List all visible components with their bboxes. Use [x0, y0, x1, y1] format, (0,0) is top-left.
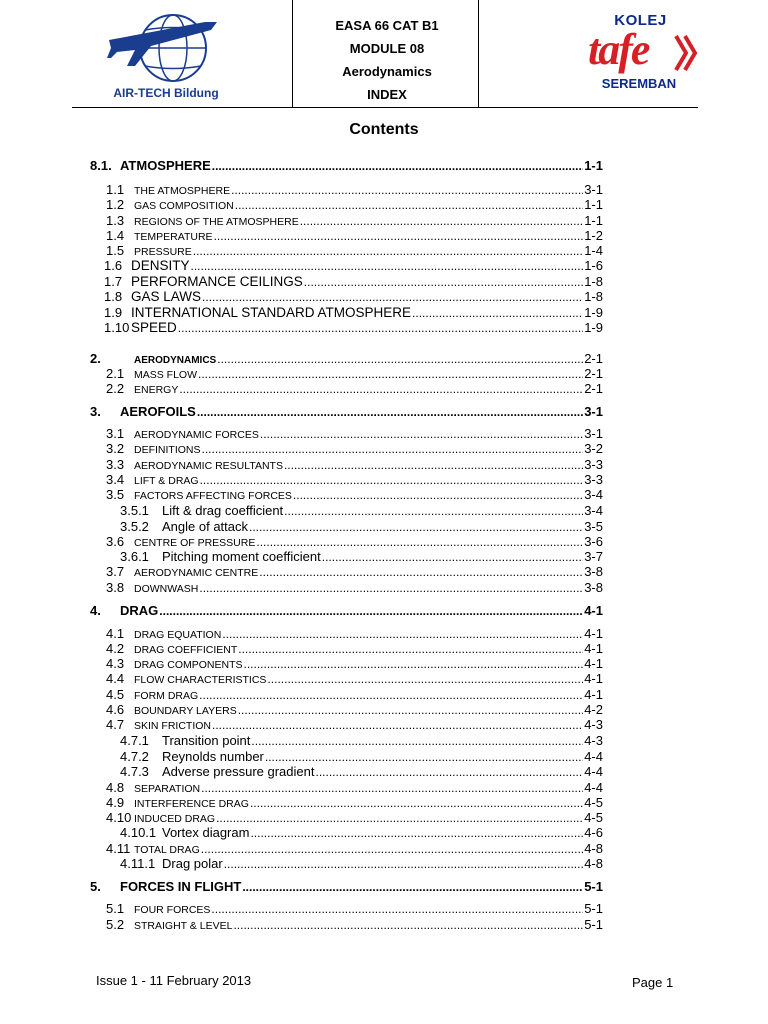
toc-leader-dots	[222, 627, 583, 641]
toc-entry-number: 3.6.1	[120, 549, 149, 564]
toc-entry-page: 3-6	[584, 534, 603, 549]
toc-entry[interactable]	[90, 580, 603, 595]
toc-entry-label: DRAG COMPONENTS	[134, 659, 243, 671]
toc-entry-page: 1-4	[584, 243, 603, 258]
toc-entry-page: 3-3	[584, 457, 603, 472]
toc-entry-page: 1-1	[584, 158, 603, 173]
toc-leader-dots	[238, 642, 583, 656]
toc-entry-number: 4.10.1	[120, 825, 157, 840]
toc-entry-label: SEPARATION	[134, 783, 201, 795]
toc-entry-label: SPEED	[131, 320, 177, 335]
toc-entry[interactable]	[90, 381, 603, 396]
toc-entry-number: 1.1	[106, 182, 125, 197]
toc-leader-dots	[250, 826, 583, 840]
toc-entry-label: Reynolds number	[162, 749, 264, 764]
page-title: Contents	[349, 121, 419, 138]
toc-entry-page: 4-8	[584, 841, 603, 856]
toc-leader-dots	[201, 781, 583, 795]
toc-entry-label: Drag polar	[162, 856, 223, 871]
toc-entry[interactable]	[90, 641, 603, 656]
toc-entry-label: ENERGY	[134, 384, 179, 396]
toc-entry-number: 4.8	[106, 780, 125, 795]
toc-entry[interactable]	[90, 534, 603, 549]
toc-entry-number: 4.1	[106, 626, 125, 641]
toc-entry[interactable]	[90, 917, 603, 932]
toc-entry-number: 5.	[90, 879, 101, 894]
toc-entry[interactable]	[90, 764, 603, 779]
toc-entry-number: 1.5	[106, 243, 125, 258]
toc-leader-dots	[315, 765, 583, 779]
toc-entry-page: 3-1	[584, 426, 603, 441]
toc-entry-number: 3.7	[106, 564, 125, 579]
kolej-text: KOLEJ	[614, 12, 667, 29]
toc-entry-page: 3-5	[584, 519, 603, 534]
toc-entry[interactable]	[90, 426, 603, 441]
toc-entry-number: 4.	[90, 603, 101, 618]
toc-leader-dots	[238, 703, 584, 717]
toc-entry-label: FACTORS AFFECTING FORCES	[134, 490, 292, 502]
toc-leader-dots	[178, 321, 583, 335]
module-subject: Aerodynamics	[342, 64, 432, 79]
toc-leader-dots	[265, 750, 583, 764]
toc-entry-label: DENSITY	[131, 258, 190, 273]
tafe-logo: tafe	[588, 25, 649, 74]
toc-entry[interactable]	[90, 289, 603, 304]
toc-entry-number: 4.7.2	[120, 749, 149, 764]
toc-leader-dots	[249, 520, 583, 534]
toc-entry-page: 4-1	[584, 687, 603, 702]
toc-entry-label: MASS FLOW	[134, 369, 198, 381]
toc-entry-page: 2-1	[584, 381, 603, 396]
toc-entry-page: 3-2	[584, 441, 603, 456]
toc-entry-page: 1-9	[584, 320, 603, 335]
toc-entry-label: DEFINITIONS	[134, 444, 201, 456]
toc-entry-page: 5-1	[584, 917, 603, 932]
toc-entry[interactable]	[90, 626, 603, 641]
toc-entry-number: 1.2	[106, 197, 125, 212]
toc-entry-page: 1-2	[584, 228, 603, 243]
toc-leader-dots	[202, 442, 584, 456]
toc-entry[interactable]	[90, 603, 603, 618]
toc-leader-dots	[200, 473, 584, 487]
toc-entry-number: 5.1	[106, 901, 125, 916]
toc-entry[interactable]	[90, 274, 603, 289]
toc-entry-label: AEROFOILS	[120, 404, 196, 419]
toc-entry-label: Lift & drag coefficient	[162, 503, 284, 518]
toc-entry-number: 4.5	[106, 687, 125, 702]
toc-entry-label: Adverse pressure gradient	[162, 764, 315, 779]
toc-entry[interactable]	[90, 366, 603, 381]
toc-entry-page: 5-1	[584, 901, 603, 916]
toc-entry-page: 2-1	[584, 351, 603, 366]
toc-entry[interactable]	[90, 197, 603, 212]
toc-leader-dots	[259, 565, 583, 579]
toc-entry-label: LIFT & DRAG	[134, 475, 199, 487]
course-code: EASA 66 CAT B1	[335, 18, 439, 33]
toc-entry-page: 4-4	[584, 764, 603, 779]
toc-entry-page: 4-4	[584, 749, 603, 764]
tafe-stripes-icon	[674, 34, 700, 72]
toc-entry-page: 4-8	[584, 856, 603, 871]
toc-entry-number: 3.1	[106, 426, 125, 441]
toc-entry-label: AERODYNAMIC RESULTANTS	[134, 460, 283, 472]
toc-entry[interactable]	[90, 733, 603, 748]
toc-entry-page: 4-4	[584, 780, 603, 795]
toc-entry-number: 4.10	[106, 810, 132, 825]
toc-leader-dots	[250, 796, 583, 810]
toc-entry[interactable]	[90, 749, 603, 764]
toc-entry[interactable]	[90, 503, 603, 518]
toc-entry-number: 1.10	[104, 320, 130, 335]
seremban-text: SEREMBAN	[601, 76, 677, 91]
toc-entry-page: 1-1	[584, 197, 603, 212]
toc-leader-dots	[211, 902, 583, 916]
toc-entry-label: REGIONS OF THE ATMOSPHERE	[134, 216, 299, 228]
toc-leader-dots	[284, 504, 583, 518]
toc-entry[interactable]	[90, 825, 603, 840]
toc-entry-label: FORM DRAG	[134, 690, 199, 702]
toc-entry-number: 1.7	[104, 274, 123, 289]
toc-entry[interactable]	[90, 810, 603, 825]
toc-entry-label: BOUNDARY LAYERS	[134, 705, 237, 717]
toc-entry-number: 3.4	[106, 472, 125, 487]
toc-entry-number: 1.3	[106, 213, 125, 228]
toc-entry-number: 4.11	[106, 841, 131, 856]
toc-entry-label: Pitching moment coefficient	[162, 549, 321, 564]
toc-leader-dots	[198, 367, 583, 381]
toc-leader-dots	[214, 229, 584, 243]
module-number: MODULE 08	[349, 41, 425, 56]
toc-entry-label: GAS LAWS	[131, 289, 202, 304]
toc-entry-label: DOWNWASH	[134, 583, 199, 595]
toc-entry[interactable]	[90, 656, 603, 671]
toc-entry[interactable]	[90, 780, 603, 795]
toc-entry-label: CENTRE OF PRESSURE	[134, 537, 256, 549]
toc-leader-dots	[212, 718, 583, 732]
toc-leader-dots	[201, 842, 583, 856]
toc-entry-label: ATMOSPHERE	[120, 158, 211, 173]
toc-entry[interactable]	[90, 795, 603, 810]
toc-entry-page: 4-5	[584, 795, 603, 810]
toc-entry-number: 5.2	[106, 917, 125, 932]
toc-entry-number: 4.9	[106, 795, 125, 810]
toc-leader-dots	[322, 550, 583, 564]
toc-entry[interactable]	[90, 158, 603, 173]
toc-entry-page: 1-8	[584, 274, 603, 289]
toc-entry-number: 1.8	[104, 289, 123, 304]
toc-entry[interactable]	[90, 856, 603, 871]
toc-entry[interactable]	[90, 879, 603, 894]
toc-entry-page: 4-1	[584, 603, 603, 618]
toc-entry-number: 1.4	[106, 228, 125, 243]
toc-entry-label: FOUR FORCES	[134, 904, 211, 916]
toc-entry-page: 4-5	[584, 810, 603, 825]
toc-entry-label: DRAG COEFFICIENT	[134, 644, 238, 656]
toc-entry[interactable]	[90, 564, 603, 579]
toc-entry-number: 3.5.1	[120, 503, 149, 518]
page-number: Page 1	[632, 975, 674, 990]
toc-leader-dots	[202, 290, 583, 304]
toc-leader-dots	[412, 306, 583, 320]
toc-entry-number: 4.11.1	[120, 856, 156, 871]
toc-leader-dots	[199, 581, 583, 595]
toc-entry-number: 3.5.2	[120, 519, 149, 534]
toc-entry-page: 1-9	[584, 305, 603, 320]
toc-entry-number: 4.6	[106, 702, 125, 717]
toc-entry-number: 2.2	[106, 381, 125, 396]
toc-entry-label: Angle of attack	[162, 519, 248, 534]
toc-entry-number: 4.4	[106, 671, 125, 686]
toc-leader-dots	[217, 352, 583, 366]
toc-entry[interactable]	[90, 487, 603, 502]
toc-entry-label: PRESSURE	[134, 246, 192, 258]
toc-leader-dots	[244, 657, 584, 671]
toc-entry-number: 8.1.	[90, 158, 112, 173]
toc-leader-dots	[267, 672, 583, 686]
toc-entry[interactable]	[90, 258, 603, 273]
toc-entry[interactable]	[90, 404, 603, 419]
toc-entry-page: 4-3	[584, 733, 603, 748]
toc-entry[interactable]	[90, 472, 603, 487]
toc-entry-page: 4-1	[584, 626, 603, 641]
toc-leader-dots	[233, 918, 583, 932]
toc-entry-label: INDUCED DRAG	[134, 813, 216, 825]
toc-entry-page: 4-1	[584, 641, 603, 656]
toc-leader-dots	[191, 259, 584, 273]
toc-leader-dots	[216, 811, 583, 825]
toc-entry-number: 3.8	[106, 580, 125, 595]
toc-entry-label: FORCES IN FLIGHT	[120, 879, 242, 894]
toc-entry-number: 3.	[90, 404, 101, 419]
toc-entry-label: DRAG EQUATION	[134, 629, 222, 641]
toc-entry-page: 3-8	[584, 564, 603, 579]
toc-leader-dots	[159, 604, 583, 618]
toc-entry-number: 3.3	[106, 457, 125, 472]
toc-entry[interactable]	[90, 717, 603, 732]
toc-leader-dots	[284, 458, 583, 472]
toc-entry-page: 5-1	[584, 879, 603, 894]
toc-entry-page: 4-1	[584, 671, 603, 686]
toc-entry-label: SKIN FRICTION	[134, 720, 212, 732]
toc-entry-page: 4-6	[584, 825, 603, 840]
toc-entry-page: 1-1	[584, 213, 603, 228]
toc-entry[interactable]	[90, 320, 603, 335]
toc-entry-label: AERODYNAMIC CENTRE	[134, 567, 259, 579]
toc-leader-dots	[256, 535, 583, 549]
toc-entry[interactable]	[90, 243, 603, 258]
header-info	[296, 14, 478, 106]
issue-date: Issue 1 - 11 February 2013	[96, 973, 252, 988]
toc-leader-dots	[293, 488, 583, 502]
toc-entry-page: 4-3	[584, 717, 603, 732]
toc-entry-number: 2.	[90, 351, 101, 366]
toc-entry[interactable]	[90, 549, 603, 564]
toc-entry[interactable]	[90, 182, 603, 197]
toc-entry[interactable]	[90, 213, 603, 228]
toc-entry-page: 1-6	[584, 258, 603, 273]
toc-entry-number: 4.2	[106, 641, 125, 656]
toc-entry-page: 3-7	[584, 549, 603, 564]
toc-leader-dots	[179, 382, 583, 396]
toc-entry-number: 4.7.1	[120, 733, 149, 748]
toc-leader-dots	[193, 244, 583, 258]
toc-entry-number: 3.5	[106, 487, 125, 502]
toc-leader-dots	[212, 159, 583, 173]
toc-entry-label: AERODYNAMIC FORCES	[134, 429, 259, 441]
toc-entry-label: TEMPERATURE	[134, 231, 213, 243]
toc-entry[interactable]	[90, 305, 603, 320]
toc-leader-dots	[260, 427, 583, 441]
toc-entry-number: 2.1	[106, 366, 125, 381]
toc-leader-dots	[242, 880, 583, 894]
toc-entry-label: AERODYNAMICS	[134, 355, 217, 366]
toc-entry-number: 3.2	[106, 441, 125, 456]
toc-entry-page: 3-3	[584, 472, 603, 487]
toc-entry-page: 4-2	[584, 702, 603, 717]
toc-entry-label: INTERFERENCE DRAG	[134, 798, 249, 810]
toc-entry-number: 3.6	[106, 534, 125, 549]
toc-entry-number: 4.3	[106, 656, 125, 671]
toc-leader-dots	[197, 405, 583, 419]
toc-leader-dots	[235, 198, 583, 212]
toc-entry-label: FLOW CHARACTERISTICS	[134, 674, 267, 686]
toc-entry-label: DRAG	[120, 603, 159, 618]
toc-entry-page: 3-1	[584, 182, 603, 197]
toc-entry[interactable]	[90, 519, 603, 534]
toc-entry-number: 4.7.3	[120, 764, 149, 779]
toc-leader-dots	[300, 214, 583, 228]
toc-entry-page: 3-1	[584, 404, 603, 419]
toc-entry[interactable]	[90, 351, 603, 366]
toc-leader-dots	[251, 734, 583, 748]
toc-entry-page: 3-8	[584, 580, 603, 595]
toc-entry-number: 4.7	[106, 717, 125, 732]
toc-entry[interactable]	[90, 457, 603, 472]
toc-entry[interactable]	[90, 687, 603, 702]
toc-entry-number: 1.6	[104, 258, 123, 273]
document-type: INDEX	[367, 87, 407, 102]
toc-leader-dots	[224, 857, 584, 871]
toc-entry[interactable]	[90, 671, 603, 686]
toc-leader-dots	[304, 275, 583, 289]
toc-entry[interactable]	[90, 228, 603, 243]
toc-entry-page: 3-4	[584, 503, 603, 518]
toc-entry[interactable]	[90, 441, 603, 456]
toc-entry-label: Vortex diagram	[162, 825, 250, 840]
toc-entry-page: 4-1	[584, 656, 603, 671]
toc-entry-label: GAS COMPOSITION	[134, 200, 234, 212]
toc-entry-page: 2-1	[584, 366, 603, 381]
toc-entry-label: TOTAL DRAG	[134, 844, 200, 856]
toc-entry[interactable]	[90, 841, 603, 856]
toc-entry-label: INTERNATIONAL STANDARD ATMOSPHERE	[131, 305, 412, 320]
toc-leader-dots	[199, 688, 583, 702]
toc-entry-label: PERFORMANCE CEILINGS	[131, 274, 303, 289]
toc-entry-page: 3-4	[584, 487, 603, 502]
toc-entry-number: 1.9	[104, 305, 123, 320]
airtech-logo-text: AIR-TECH Bildung	[113, 86, 219, 100]
toc-entry-page: 1-8	[584, 289, 603, 304]
toc-entry-label: THE ATMOSPHERE	[134, 185, 231, 197]
toc-entry-label: STRAIGHT & LEVEL	[134, 920, 233, 932]
toc-entry[interactable]	[90, 901, 603, 916]
toc-entry-label: Transition point	[162, 733, 251, 748]
toc-entry[interactable]	[90, 702, 603, 717]
toc-leader-dots	[231, 183, 583, 197]
